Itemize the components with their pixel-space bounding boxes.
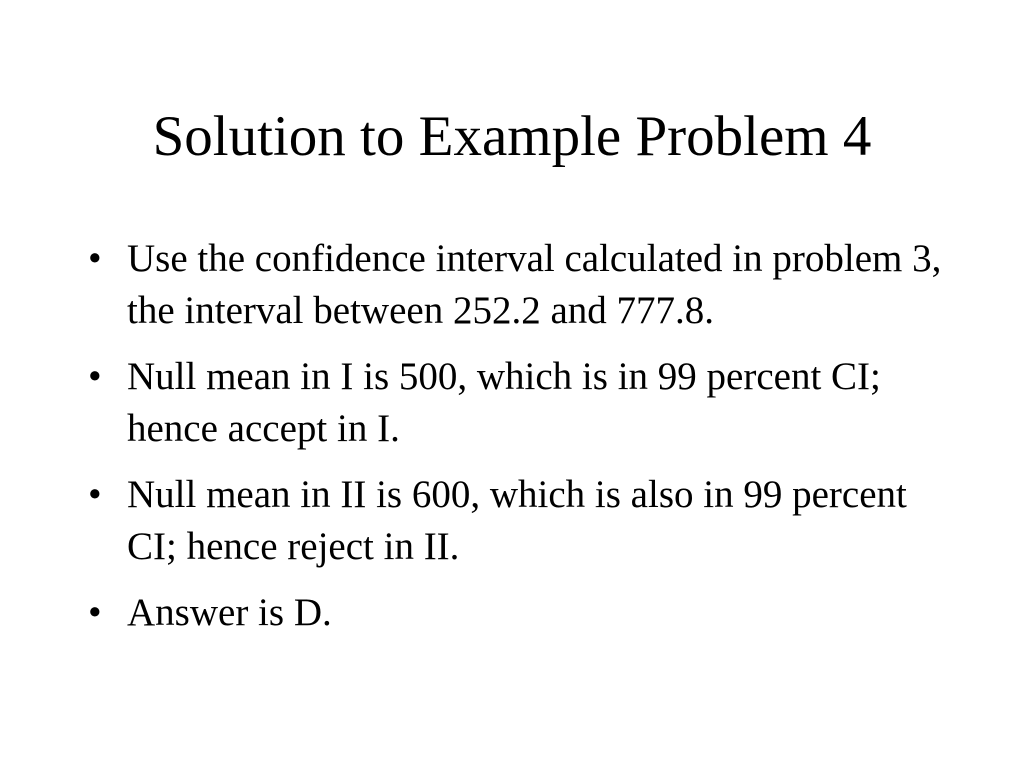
bullet-icon: •	[88, 355, 102, 398]
bullet-item	[82, 587, 962, 639]
slide-title: Solution to Example Problem 4	[152, 105, 872, 168]
bullet-item	[82, 469, 962, 573]
bullet-text: Answer is D.	[127, 591, 332, 634]
bullet-list	[82, 233, 962, 653]
bullet-icon: •	[88, 473, 102, 516]
bullet-item	[82, 233, 962, 337]
bullet-text: Null mean in II is 600, which is also in 99 percent CI; hence reject in II.	[127, 473, 907, 568]
bullet-item	[82, 351, 962, 455]
bullet-icon: •	[88, 237, 102, 280]
bullet-text: Null mean in I is 500, which is in 99 percent CI; hence accept in I.	[127, 355, 881, 450]
bullet-text: Use the confidence interval calculated in problem 3, the interval between 252.2 and 777.8.	[127, 237, 942, 332]
bullet-icon: •	[88, 591, 102, 634]
